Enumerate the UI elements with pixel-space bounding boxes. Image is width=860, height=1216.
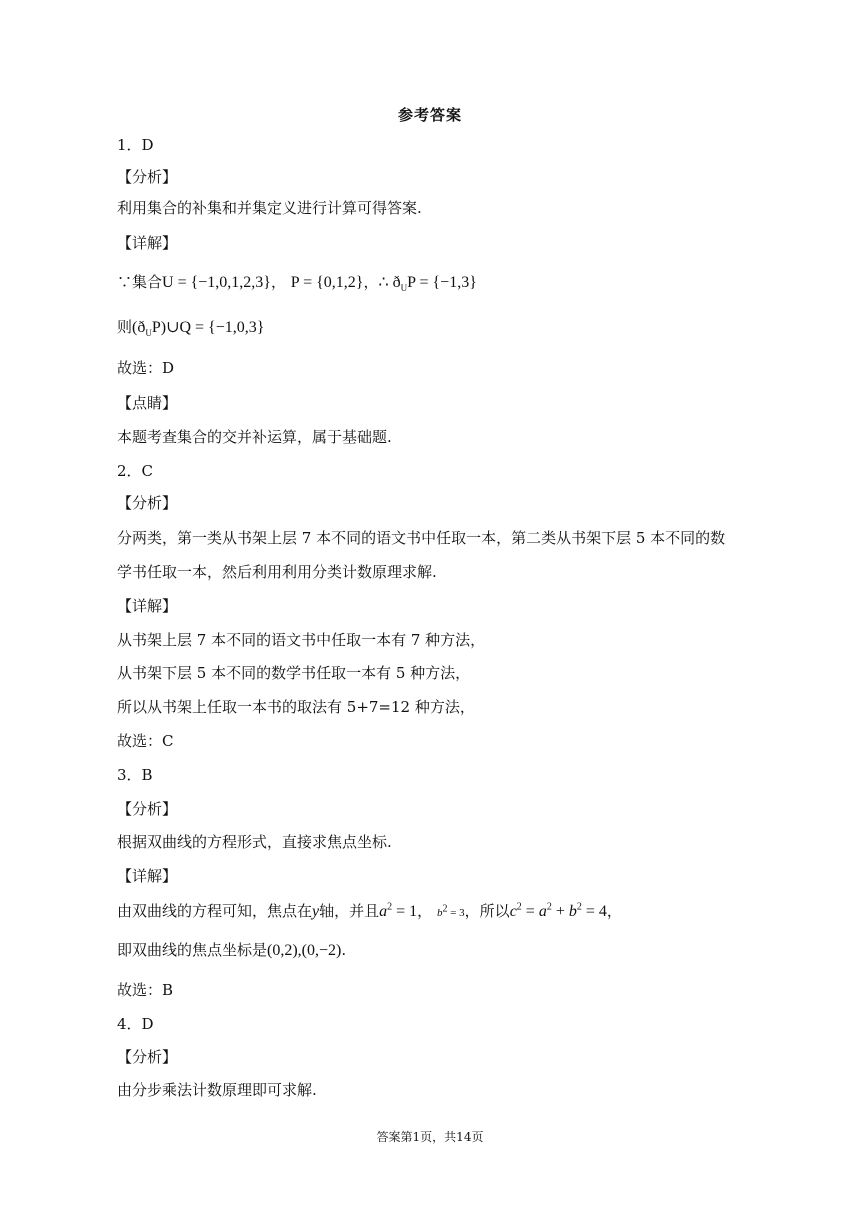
q1-analysis-text: 利用集合的补集和并集定义进行计算可得答案. [117, 199, 422, 217]
q3-focus-coords: (0,2),(0,−2) [267, 942, 342, 959]
q1-heading: 1．D [117, 136, 154, 154]
q3-axis-name: y [312, 903, 320, 920]
q2-analysis-line1: 分两类，第一类从书架上层 7 本不同的语文书中任取一本，第二类从书架下层 5 本不同的数 [117, 529, 726, 547]
q3-select: 故选：B [117, 981, 174, 999]
q1-union-sub: U [145, 328, 152, 339]
q1-detail2-prefix: 则 [117, 318, 133, 336]
q3-detail-text-b: 轴，并且 [319, 902, 380, 920]
q2-select: 故选：C [117, 732, 174, 750]
q1-complement-sub: U [400, 283, 408, 294]
q3-a-squared: $a^2 = 1$ [379, 901, 418, 920]
q3-c-squared: $c^2 = a^2 + b^2 = 4$ [509, 901, 607, 920]
q3-analysis-text: 根据双曲线的方程形式，直接求焦点坐标. [117, 833, 392, 851]
q1-detail-line2 [117, 317, 264, 338]
q1-select: 故选：D [117, 359, 175, 377]
q3-heading: 3．B [117, 766, 153, 784]
page-footer: 答案第1页，共14页 [376, 1130, 484, 1144]
q1-set-p: P = {0,1,2} [290, 274, 364, 291]
q4-analysis-label: 【分析】 [117, 1048, 178, 1066]
q3-detail-line2: 即双曲线的焦点坐标是(0,2),(0,−2). [117, 941, 347, 959]
q1-complement-lhs: ∴ ð [378, 274, 401, 291]
q2-detail-label: 【详解】 [117, 597, 178, 615]
q1-comment-label: 【点睛】 [117, 394, 178, 412]
q2-analysis-line2: 学书任取一本，然后利用利用分类计数原理求解. [117, 563, 437, 581]
q1-analysis-label: 【分析】 [117, 168, 178, 186]
q2-detail-line1: 从书架上层 7 本不同的语文书中任取一本有 7 种方法， [117, 631, 486, 649]
q1-set-u: U = {−1,0,1,2,3} [162, 274, 271, 291]
q4-analysis-text: 由分步乘法计数原理即可求解. [117, 1081, 317, 1099]
q2-heading: 2．C [117, 462, 154, 480]
q2-detail-line3: 所以从书架上任取一本书的取法有 5+7=12 种方法， [117, 698, 475, 716]
q1-union-rhs: P)∪Q = {−1,0,3} [151, 319, 265, 336]
q1-complement-rhs: P = {−1,3} [407, 274, 477, 291]
q2-detail-line2: 从书架下层 5 本不同的数学书任取一本有 5 种方法， [117, 664, 471, 682]
q2-analysis-label: 【分析】 [117, 494, 178, 512]
q3-detail-label: 【详解】 [117, 867, 178, 885]
q1-detail-line1: ∵集合U = {−1,0,1,2,3}， P = {0,1,2}，∴ $ð_UP = \{-1,3\}$ [117, 273, 477, 294]
q1-detail-prefix: ∵集合 [117, 273, 163, 291]
page-title: 参考答案 [397, 106, 462, 124]
q3-detail-line1: 由双曲线的方程可知，焦点在y轴，并且$a^2 = 1$， $b^2 = 3$，所以$c^2 = a^2 + b^2 = 4$， [117, 901, 622, 920]
q1-detail-label: 【详解】 [117, 234, 178, 252]
q3-detail-text-c: ，所以 [464, 902, 510, 920]
q4-heading: 4．D [117, 1015, 154, 1033]
q3-analysis-label: 【分析】 [117, 800, 178, 818]
q3-detail2-text: 即双曲线的焦点坐标是 [117, 941, 268, 959]
q1-union-lhs: (ð [132, 319, 146, 336]
q1-comment-text: 本题考查集合的交并补运算，属于基础题. [117, 428, 392, 446]
q3-b-squared: $b^2 = 3$ [436, 903, 465, 919]
q3-detail-text-a: 由双曲线的方程可知，焦点在 [117, 902, 313, 920]
